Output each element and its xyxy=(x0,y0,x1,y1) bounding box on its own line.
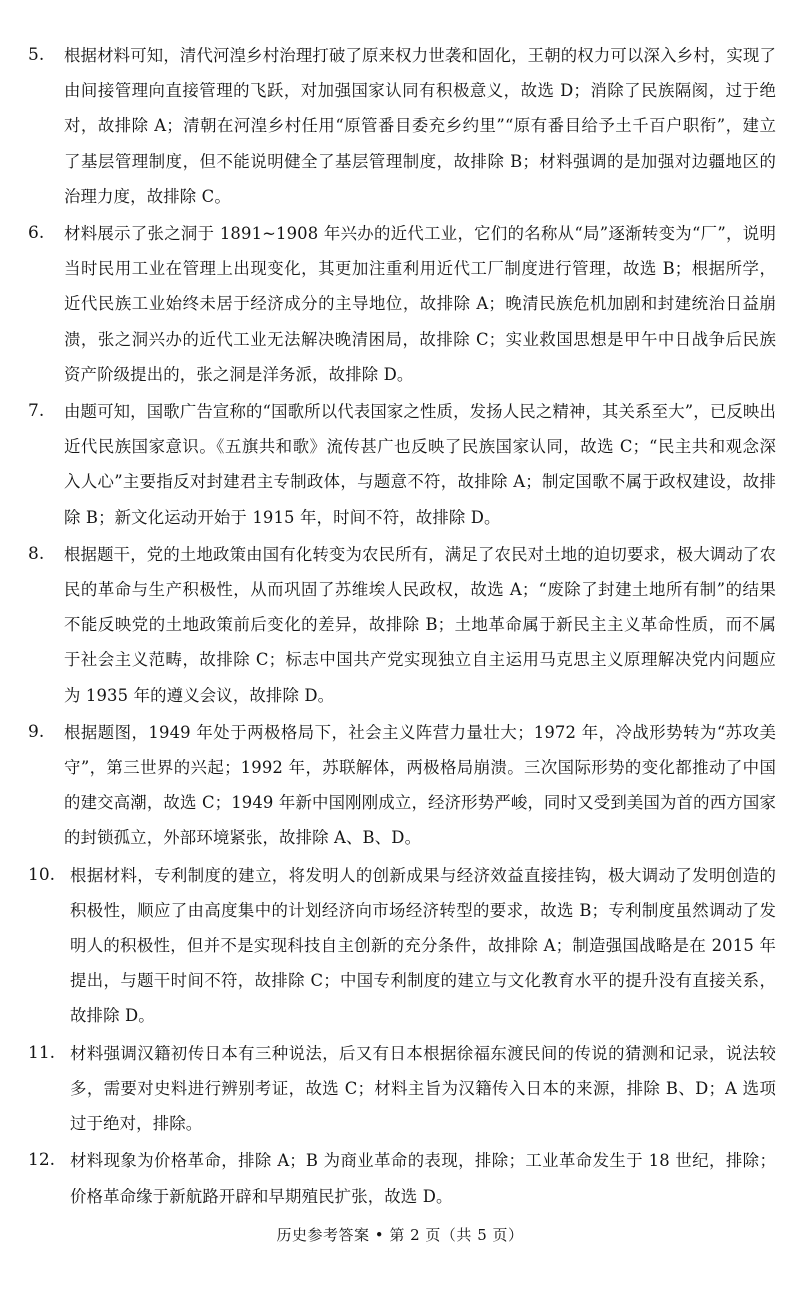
answer-text: 由题可知，国歌广告宣称的“国歌所以代表国家之性质，发扬人民之精神，其关系至大”，已反映出近代民族国家意识。《五旗共和歌》流传甚广也反映了民族国家认同，故选 C；“民主共和观念深入人心”主要指反对封建君主专制政体，与题意不符，故排除 A；制定国歌不属于政权建设，故排除 B；新文化运动开始于 1915 年，时间不符，故排除 D。 xyxy=(64,402,776,527)
answer-text: 根据题干，党的土地政策由国有化转变为农民所有，满足了农民对土地的迫切要求，极大调动了农民的革命与生产积极性，从而巩固了苏维埃人民政权，故选 A；“废除了封建土地所有制”的结果不能反映党的土地政策前后变化的差异，故排除 B；土地革命属于新民主主义革命性质，而不属于社会主义范畴，故排除 C；标志中国共产党实现独立自主运用马克思主义原理解决党内问题应为 1935 年的遵义会议，故排除 D。 xyxy=(64,544,776,705)
answer-number: 7. xyxy=(28,401,45,422)
answer-number: 9. xyxy=(28,721,45,742)
answer-number: 10. xyxy=(28,864,56,885)
answer-number: 12. xyxy=(28,1150,56,1171)
answer-text: 根据材料可知，清代河湟乡村治理打破了原来权力世袭和固化，王朝的权力可以深入乡村，实现了由间接管理向直接管理的飞跃，对加强国家认同有积极意义，故选 D；消除了民族隔阂，过于绝对，故排除 A；清朝在河湟乡村任用“原管番目委充乡约里”“原有番目给予土千百户职衔”，建立了基层管理制度，但不能说明健全了基层管理制度，故排除 B；材料强调的是加强对边疆地区的治理力度，故排除 C。 xyxy=(64,46,776,206)
answer-text: 材料现象为价格革命，排除 A；B 为商业革命的表现，排除；工业革命发生于 18 世纪，排除；价格革命缘于新航路开辟和早期殖民扩张，故选 D。 xyxy=(70,1151,776,1206)
answer-number: 6. xyxy=(28,223,45,244)
answer-list xyxy=(28,38,776,1216)
answer-text: 根据材料，专利制度的建立，将发明人的创新成果与经济效益直接挂钩，极大调动了发明创造的积极性，顺应了由高度集中的计划经济向市场经济转型的要求，故选 B；专利制度虽然调动了发明人的积极性，但并不是实现科技自主创新的充分条件，故排除 A；制造强国战略是在 2015 年提出，与题干时间不符，故排除 C；中国专利制度的建立与文化教育水平的提升没有直接关系，故排除 D。 xyxy=(70,865,776,1026)
answer-text: 材料强调汉籍初传日本有三种说法，后又有日本根据徐福东渡民间的传说的猜测和记录，说法较多，需要对史料进行辨别考证，故选 C；材料主旨为汉籍传入日本的来源，排除 B、D；A 选项过于绝对，排除。 xyxy=(70,1043,776,1134)
answer-item-11 xyxy=(28,1036,776,1142)
page-footer: 历史参考答案 • 第 2 页（共 5 页） xyxy=(276,1226,524,1244)
answer-item-10 xyxy=(28,858,776,1034)
answer-item-6 xyxy=(28,216,776,392)
answer-item-7 xyxy=(28,394,776,535)
answer-number: 8. xyxy=(28,543,45,564)
answer-number: 5. xyxy=(28,45,45,65)
answer-number: 11. xyxy=(28,1042,56,1063)
answer-item-5 xyxy=(28,38,776,214)
answer-item-12 xyxy=(28,1143,776,1213)
answer-item-9 xyxy=(28,715,776,856)
answer-text: 材料展示了张之洞于 1891~1908 年兴办的近代工业，它们的名称从“局”逐渐转变为“厂”，说明当时民用工业在管理上出现变化，其更加注重利用近代工厂制度进行管理，故选 B；根据所学，近代民族工业始终未居于经济成分的主导地位，故排除 A；晚清民族危机加剧和封建统治日益崩溃，张之洞兴办的近代工业无法解决晚清困局，故排除 C；实业救国思想是甲午中日战争后民族资产阶级提出的，张之洞是洋务派，故排除 D。 xyxy=(64,224,776,384)
answer-text: 根据题图，1949 年处于两极格局下，社会主义阵营力量壮大；1972 年，冷战形势转为“苏攻美守”，第三世界的兴起；1992 年，苏联解体，两极格局崩溃。三次国际形势的变化都推动了中国的建交高潮，故选 C；1949 年新中国刚刚成立，经济形势严峻，同时又受到美国为首的西方国家的封锁孤立，外部环境紧张，故排除 A、B、D。 xyxy=(64,722,776,848)
answer-item-8 xyxy=(28,537,776,713)
